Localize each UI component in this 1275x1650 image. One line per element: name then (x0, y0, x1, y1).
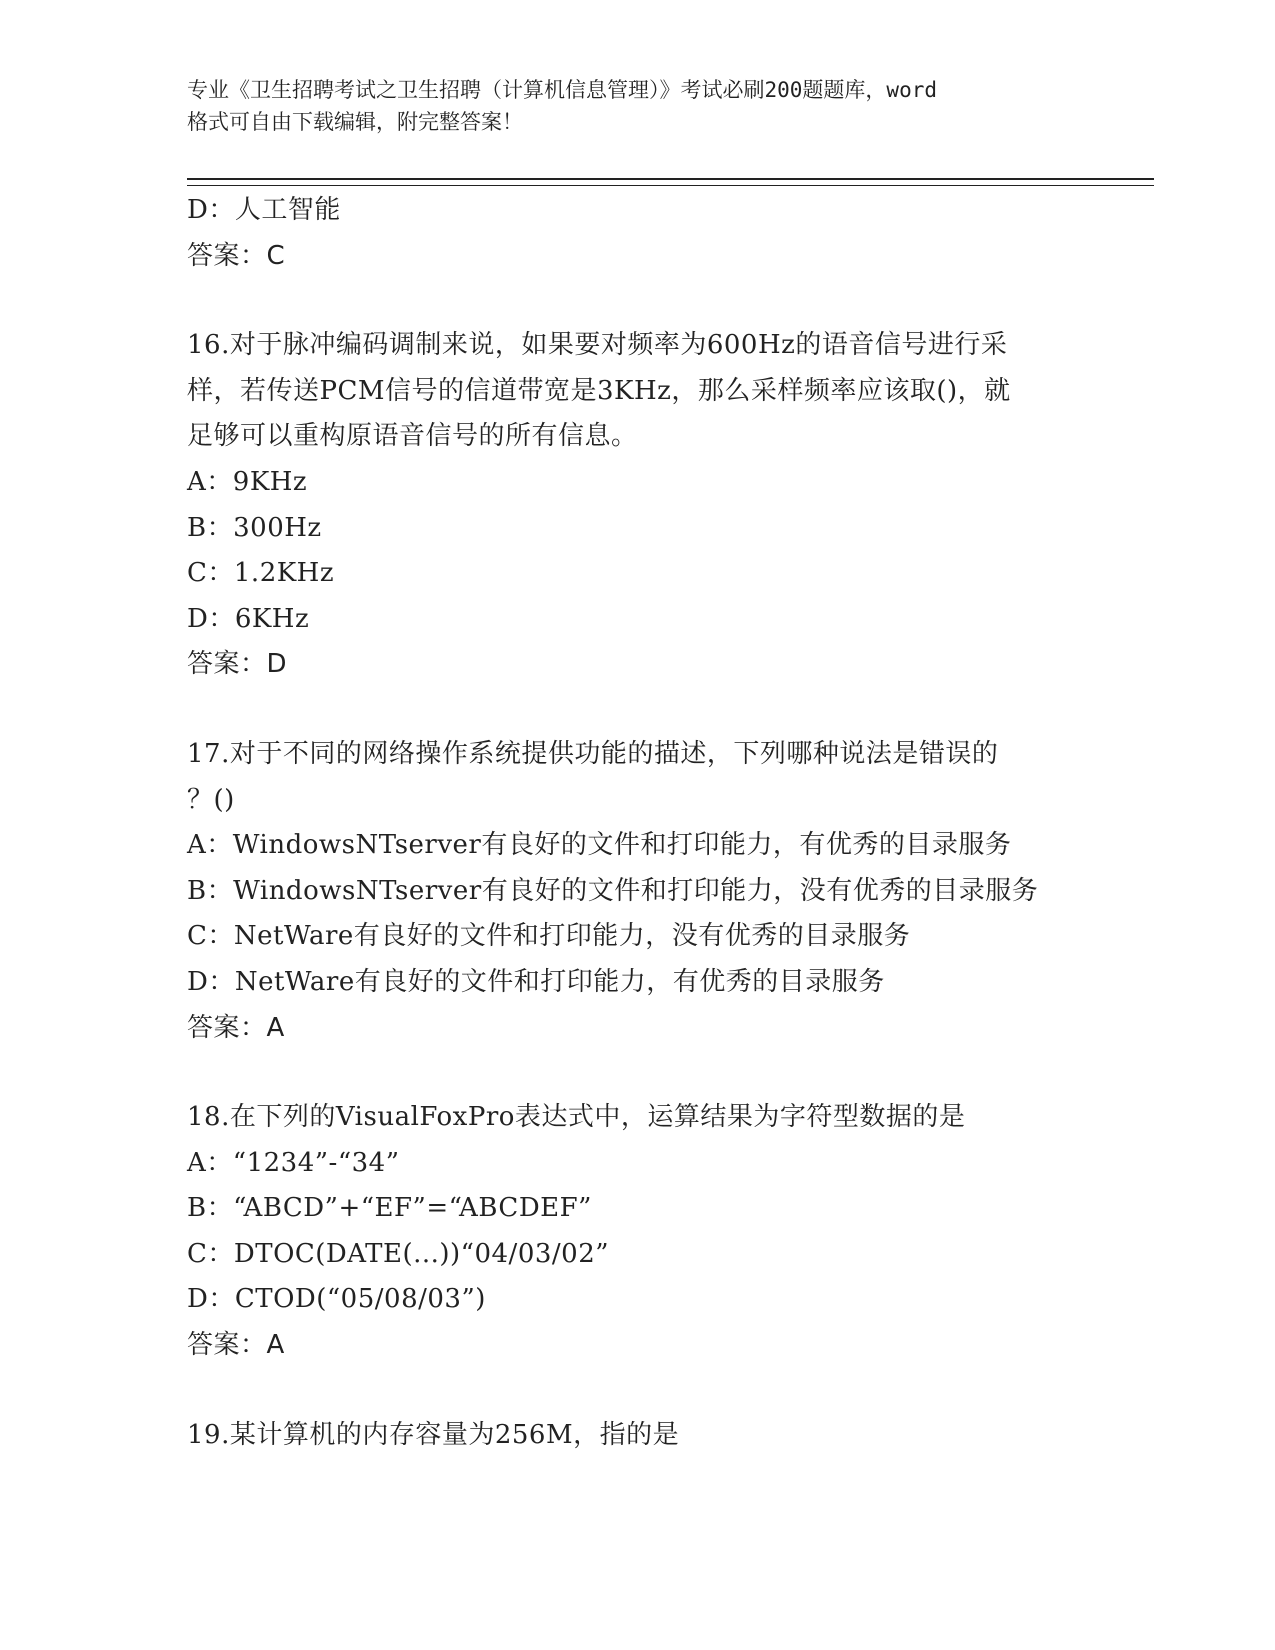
spacer (187, 1369, 1087, 1413)
spacer (187, 1051, 1087, 1095)
question-list (187, 188, 1087, 1458)
question-stem: 19.某计算机的内存容量为256M，指的是 (187, 1419, 680, 1450)
header-line-1: 专业《卫生招聘考试之卫生招聘（计算机信息管理）》考试必刷200题题库，word (187, 78, 937, 102)
question-stem: 足够可以重构原语音信号的所有信息。 (187, 421, 638, 452)
header-divider (187, 178, 1154, 186)
answer: 答案：A (187, 1330, 285, 1361)
option-b: B：“ABCD”+“EF”=“ABCDEF” (187, 1193, 592, 1224)
question-17 (187, 732, 1087, 1051)
option-b: B：300Hz (187, 512, 322, 543)
question-16 (187, 323, 1087, 688)
question-stem: 17.对于不同的网络操作系统提供功能的描述，下列哪种说法是错误的 (187, 738, 999, 769)
option-b: B：WindowsNTserver有良好的文件和打印能力，没有优秀的目录服务 (187, 875, 1039, 906)
question-stem: 16.对于脉冲编码调制来说，如果要对频率为600Hz的语音信号进行采 (187, 330, 1008, 361)
spacer (187, 279, 1087, 323)
option-c: C：NetWare有良好的文件和打印能力，没有优秀的目录服务 (187, 921, 911, 952)
option-d: D：人工智能 (187, 195, 341, 225)
answer: 答案：A (187, 1012, 285, 1043)
answer: 答案：D (187, 649, 288, 680)
header-line-2: 格式可自由下载编辑，附完整答案！ (187, 110, 523, 134)
answer: 答案：C (187, 240, 286, 271)
option-c: C：DTOC(DATE(...))“04/03/02” (187, 1238, 610, 1269)
option-a: A：“1234”-“34” (187, 1147, 400, 1178)
question-18 (187, 1095, 1087, 1369)
document-header (187, 74, 1087, 138)
option-d: D：NetWare有良好的文件和打印能力，有优秀的目录服务 (187, 966, 885, 997)
question-stem: 18.在下列的VisualFoxPro表达式中，运算结果为字符型数据的是 (187, 1102, 966, 1133)
option-c: C：1.2KHz (187, 558, 335, 589)
spacer (187, 688, 1087, 732)
option-d: D：6KHz (187, 603, 310, 634)
option-d: D：CTOD(“05/08/03”) (187, 1284, 486, 1315)
previous-question-tail (187, 188, 1087, 279)
option-a: A：WindowsNTserver有良好的文件和打印能力，有优秀的目录服务 (187, 830, 1012, 861)
question-19 (187, 1413, 1087, 1459)
question-stem: 样，若传送PCM信号的信道带宽是3KHz，那么采样频率应该取()，就 (187, 375, 1011, 406)
question-stem: ？() (187, 784, 235, 815)
option-a: A：9KHz (187, 466, 308, 497)
